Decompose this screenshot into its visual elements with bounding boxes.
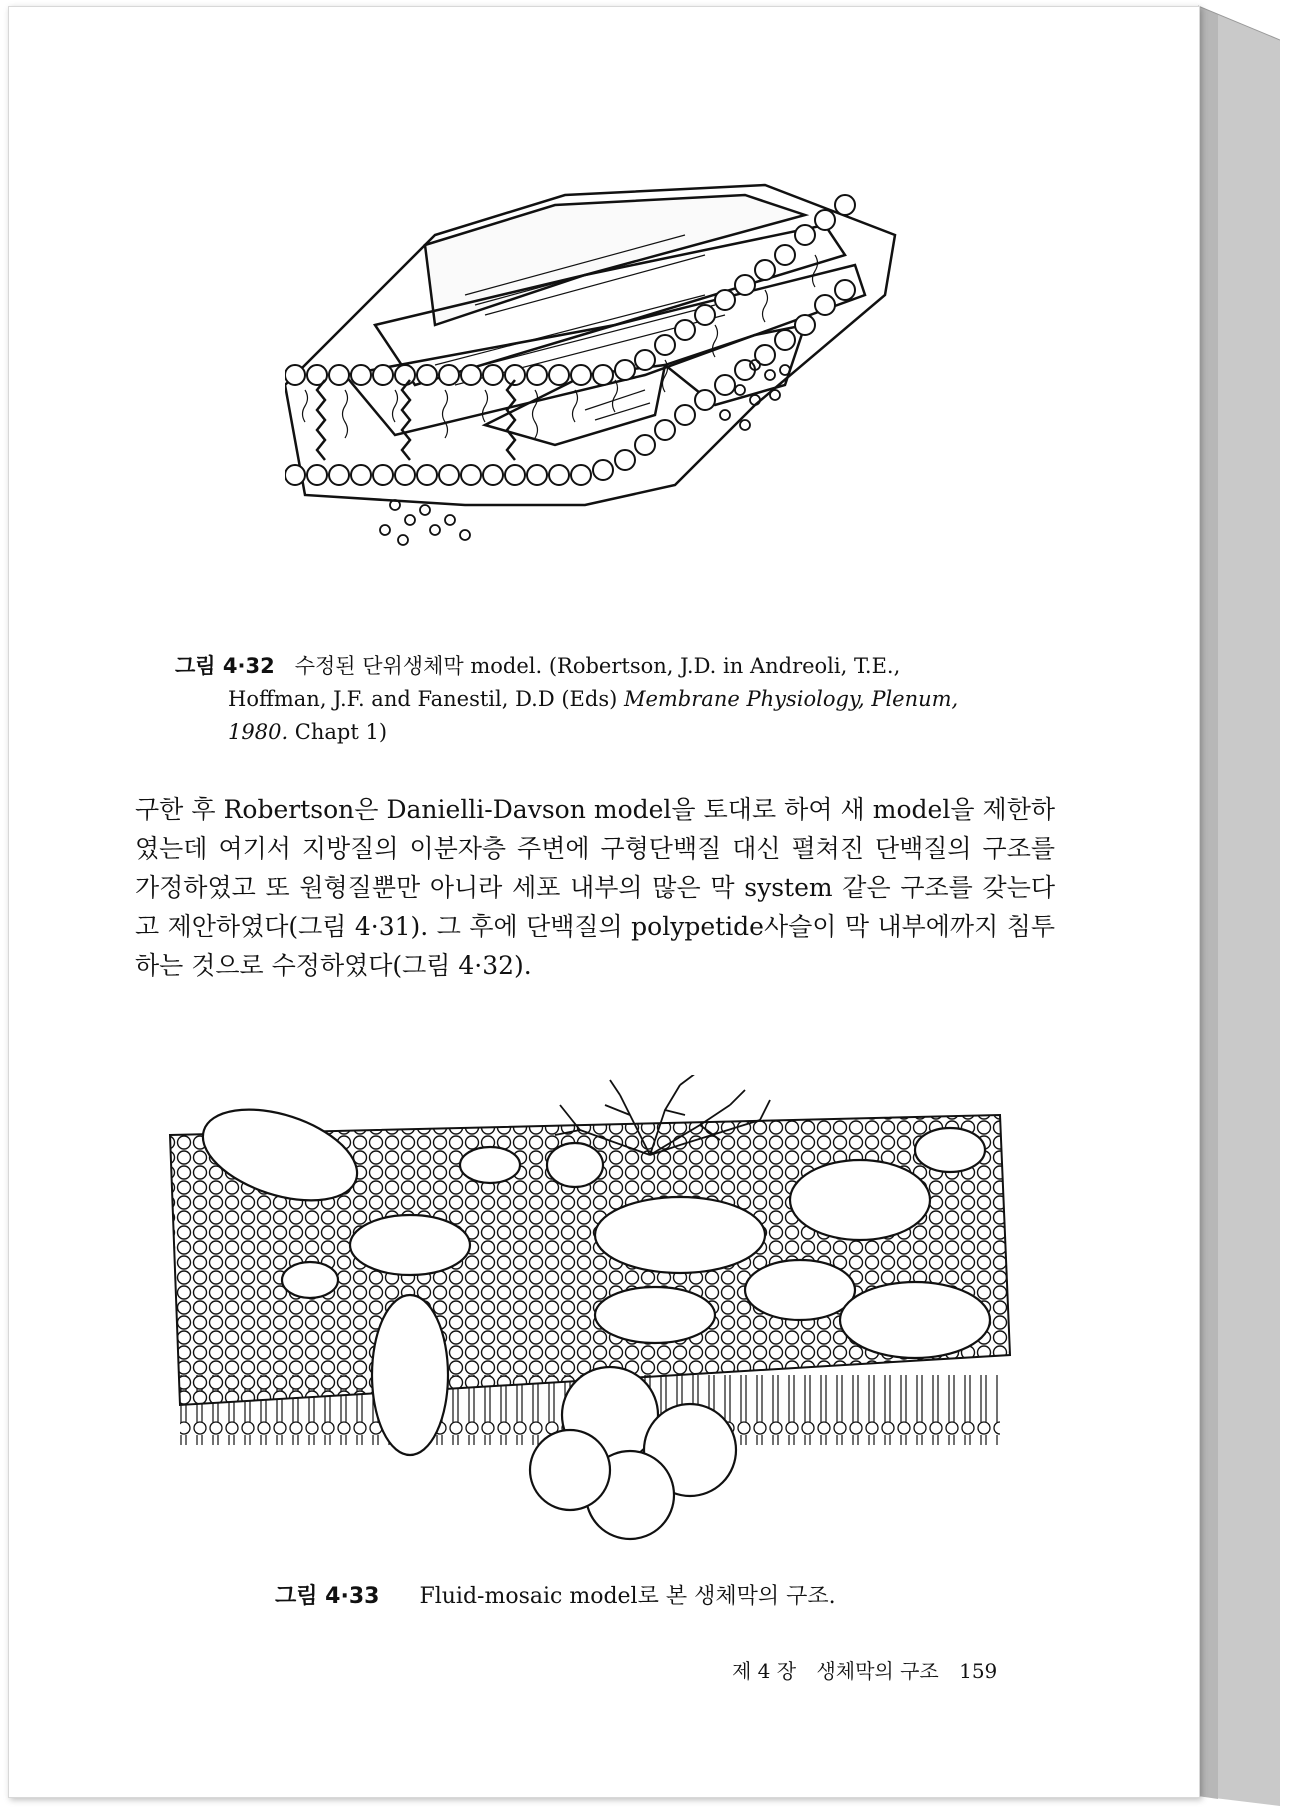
figure-4-32-caption-year: 1980.	[228, 720, 289, 744]
figure-4-32-caption-line2: Hoffman, J.F. and Fanestil, D.D (Eds)	[228, 687, 624, 711]
figure-4-33-caption-text: Fluid-mosaic model로 본 생체막의 구조.	[419, 1584, 836, 1609]
book-spine	[1198, 0, 1280, 1806]
fluid-mosaic-illustration	[160, 1075, 1020, 1575]
unit-membrane-illustration	[285, 175, 905, 635]
body-paragraph-text: 구한 후 Robertson은 Danielli-Davson model을 토대로 하여 새 model을 제한하였는데 여기서 지방질의 이분자층 주변에 구형단백질 대신 펼쳐진 단백질의 구조를 가정하였고 또 원형질뿐만 아니라 세포 내부의 많은 막 system 같은 구조를 갖는다고 제안하였다(그림 4·31). 그 후에 단백질의 polypetide사슬이 막 내부에까지 침투하는 것으로 수정하였다(그림 4·32).	[135, 795, 1055, 980]
footer-title: 생체막의 구조	[816, 1659, 939, 1683]
figure-4-32-caption-line1: 수정된 단위생체막 model. (Robertson, J.D. in Andreoli, T.E.,	[294, 654, 901, 678]
figure-4-33-label: 그림 4·33	[275, 1584, 380, 1609]
body-paragraph	[135, 790, 1055, 985]
figure-4-32-caption-chapter: Chapt 1)	[288, 720, 388, 744]
figure-4-32-caption	[175, 650, 1045, 749]
figure-4-33-caption	[275, 1580, 836, 1613]
figure-4-32-caption-italic: Membrane Physiology, Plenum,	[623, 687, 959, 711]
footer-chapter: 제 4 장	[732, 1659, 797, 1683]
figure-4-32-label: 그림 4·32	[175, 654, 275, 678]
page-footer	[718, 1655, 997, 1684]
page-number: 159	[959, 1659, 998, 1683]
